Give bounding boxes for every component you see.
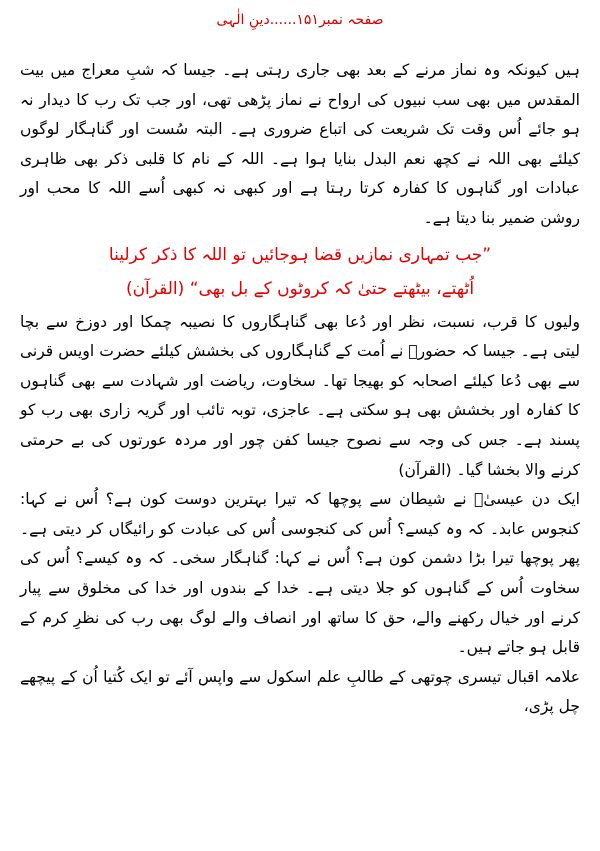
quote-line-2: اُٹھتے، بیٹھتے حتیٰ کہ کروٹوں کے بل بھی“ (القرآن) (125, 278, 475, 299)
paragraph-3: ایک دن عیسیٰؑ نے شیطان سے پوچھا کہ تیرا بہترین دوست کون ہے؟ اُس نے کہا: کنجوس عابد۔ کہ وہ کیسے؟ اُس کی کنجوسی اُس کی عبادت کو رائیگاں کر دیتی ہے۔ پھر پوچھا تیرا بڑا دشمن کون ہے؟ اُس نے کہا: گناہگار سخی۔ کہ وہ کیسے؟ اُس کی سخاوت اُس کے گناہوں کو جلا دیتی ہے۔ خدا کے بندوں اور خدا کی مخلوق سے پیار کرنے اور خیال رکھنے والے، حق کا ساتھ اور انصاف والے لوگ بھی رب کی نظرِ کرم کے قابل ہو جاتے ہیں۔ (20, 490, 580, 657)
paragraph-1: ہیں کیونکہ وہ نماز مرنے کے بعد بھی جاری رہتی ہے۔ جیسا کہ شبِ معراج میں بیت المقدس میں بھی سب نبیوں کی ارواح نے نماز پڑھی تھی، اور جب تک رب کا دیدار نہ ہو جائے اُس وقت تک شریعت کی اتباع ضروری ہے۔ البتہ سُست اور گناہگار لوگوں کیلئے بھی اللہ نے کچھ نعم البدل بنایا ہوا ہے۔ اللہ کے نام کا قلبی ذکر بھی ظاہری عبادات اور گناہوں کا کفارہ کرتا رہتا ہے اور کبھی نہ کبھی اُسے اللہ کا محب اور روشن ضمیر بنا دیتا ہے۔ (20, 61, 580, 227)
quote-line-1: ”جب تمہاری نمازیں قضا ہوجائیں تو اللہ کا ذکر کرلینا (108, 244, 492, 265)
page-header: صفحہ نمبر۱۵۱......دینِ الٰہی (216, 12, 384, 28)
paragraph-4: علامہ اقبال تیسری چوتھی کے طالبِ علم اسکول سے واپس آئے تو ایک کُتیا اُن کے پیچھے چل پڑی، (20, 667, 580, 716)
quran-quote (20, 238, 580, 306)
paragraph-2: ولیوں کا قرب، نسبت، نظر اور دُعا بھی گناہگاروں کا نصیبہ چمکا اور دوزخ سے بچا لیتی ہے۔ جیسا کہ حضورؐ نے اُمت کے گناہگاروں کی بخشش کیلئے حضرت اویس قرنی سے بھی دُعا کیلئے اصحابہ کو بھیجا تھا۔ سخاوت، ریاضت اور شہادت سے بھی گناہوں کا کفارہ اور بخشش بھی ہو سکتی ہے۔ عاجزی، توبہ تائب اور گریہ زاری بھی رب کو پسند ہے۔ جس کی وجہ سے نصوح جیسا کفن چور اور مردہ عورتوں کی بے حرمتی کرنے والا بخشا گیا۔ (القرآن) (20, 312, 580, 479)
